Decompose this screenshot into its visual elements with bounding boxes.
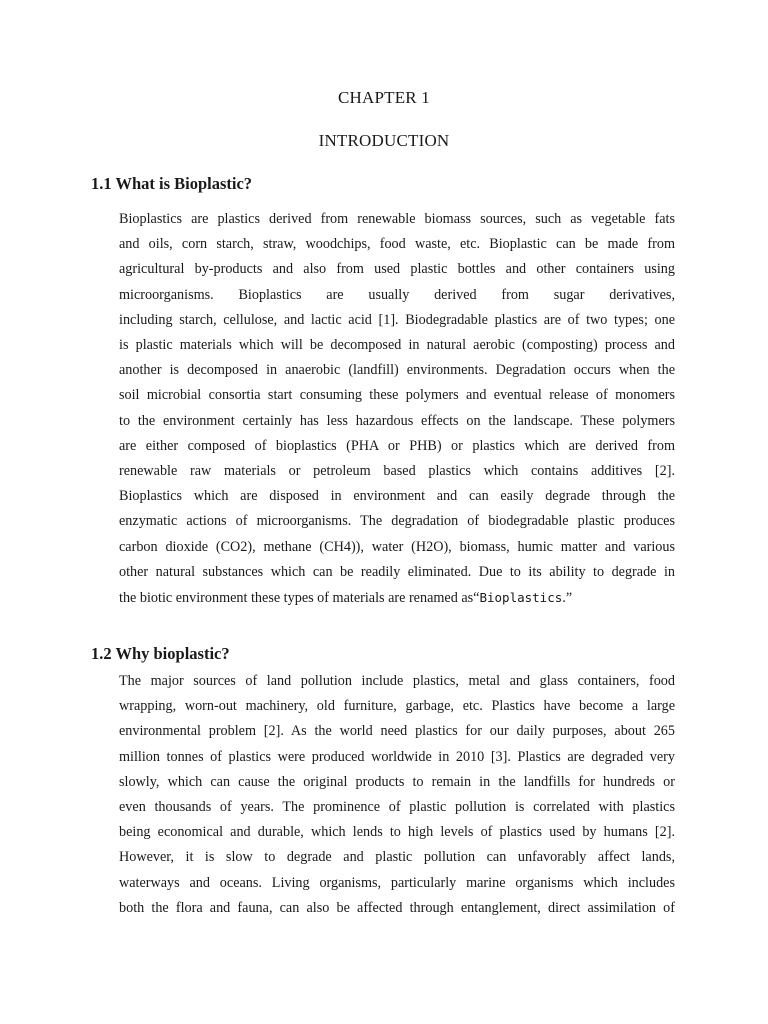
paragraph-last-line xyxy=(119,585,675,611)
paragraph-line: million tonnes of plastics were produced worldwide in 2010 [3]. Plastics are degraded very xyxy=(119,748,675,765)
chapter-title: INTRODUCTION xyxy=(318,131,450,150)
paragraph-line: are either composed of bioplastics (PHA or PHB) or plastics which are derived from xyxy=(119,437,675,454)
paragraph-line: wrapping, worn-out machinery, old furniture, garbage, etc. Plastics have become a large xyxy=(119,698,675,715)
paragraph-line: Bioplastics which are disposed in environment and can easily degrade through the xyxy=(119,488,675,505)
section-heading-1-2: 1.2 Why bioplastic? xyxy=(91,644,230,663)
paragraph-line: slowly, which can cause the original products to remain in the landfills for hundreds or xyxy=(119,773,675,790)
paragraph-line: and oils, corn starch, straw, woodchips, food waste, etc. Bioplastic can be made from xyxy=(119,236,675,253)
bioplastics-term: Bioplastics xyxy=(479,590,563,606)
paragraph-line: including starch, cellulose, and lactic acid [1]. Biodegradable plastics are of two types; one xyxy=(119,311,675,328)
paragraph-line: both the flora and fauna, can also be affected through entanglement, direct assimilation of xyxy=(119,899,675,916)
section-heading-1-1: 1.1 What is Bioplastic? xyxy=(91,174,253,193)
paragraph-line: even thousands of years. The prominence of plastic pollution is correlated with plastics xyxy=(119,799,675,816)
last-line-end: .” xyxy=(562,590,573,607)
paragraph-line: enzymatic actions of microorganisms. The degradation of biodegradable plastic produces xyxy=(119,513,675,530)
paragraph-line: agricultural by-products and also from used plastic bottles and other containers using xyxy=(119,261,675,278)
paragraph-line: to the environment certainly has less hazardous effects on the landscape. These polymers xyxy=(119,412,675,429)
paragraph-line: However, it is slow to degrade and plastic pollution can unfavorably affect lands, xyxy=(119,849,675,866)
paragraph-line: another is decomposed in anaerobic (landfill) environments. Degradation occurs when the xyxy=(119,362,675,379)
paragraph-line: Bioplastics are plastics derived from renewable biomass sources, such as vegetable fats xyxy=(119,211,675,227)
paragraph-line: environmental problem [2]. As the world need plastics for our daily purposes, about 265 xyxy=(119,723,675,740)
paragraph-line: soil microbial consortia start consuming these polymers and eventual release of monomers xyxy=(119,387,675,404)
last-line-text: the biotic environment these types of materials are renamed as“ xyxy=(119,590,480,607)
paragraph-line: renewable raw materials or petroleum based plastics which contains additives [2]. xyxy=(119,463,675,480)
paragraph-line: waterways and oceans. Living organisms, particularly marine organisms which includes xyxy=(119,874,675,891)
paragraph-what-is-bioplastic xyxy=(119,207,675,611)
paragraph-line: microorganisms. Bioplastics are usually derived from sugar derivatives, xyxy=(119,286,675,303)
chapter-label: CHAPTER 1 xyxy=(337,88,430,107)
paragraph-line: carbon dioxide (CO2), methane (CH4)), water (H2O), biomass, humic matter and various xyxy=(119,538,675,555)
paragraph-line: other natural substances which can be readily eliminated. Due to its ability to degrade in xyxy=(119,563,675,580)
paragraph-why-bioplastic xyxy=(119,669,675,921)
paragraph-line: is plastic materials which will be decomposed in natural aerobic (composting) process and xyxy=(119,337,675,354)
paragraph-line: The major sources of land pollution include plastics, metal and glass containers, food xyxy=(119,673,675,689)
paragraph-line: being economical and durable, which lends to high levels of plastics used by humans [2]. xyxy=(119,824,675,841)
